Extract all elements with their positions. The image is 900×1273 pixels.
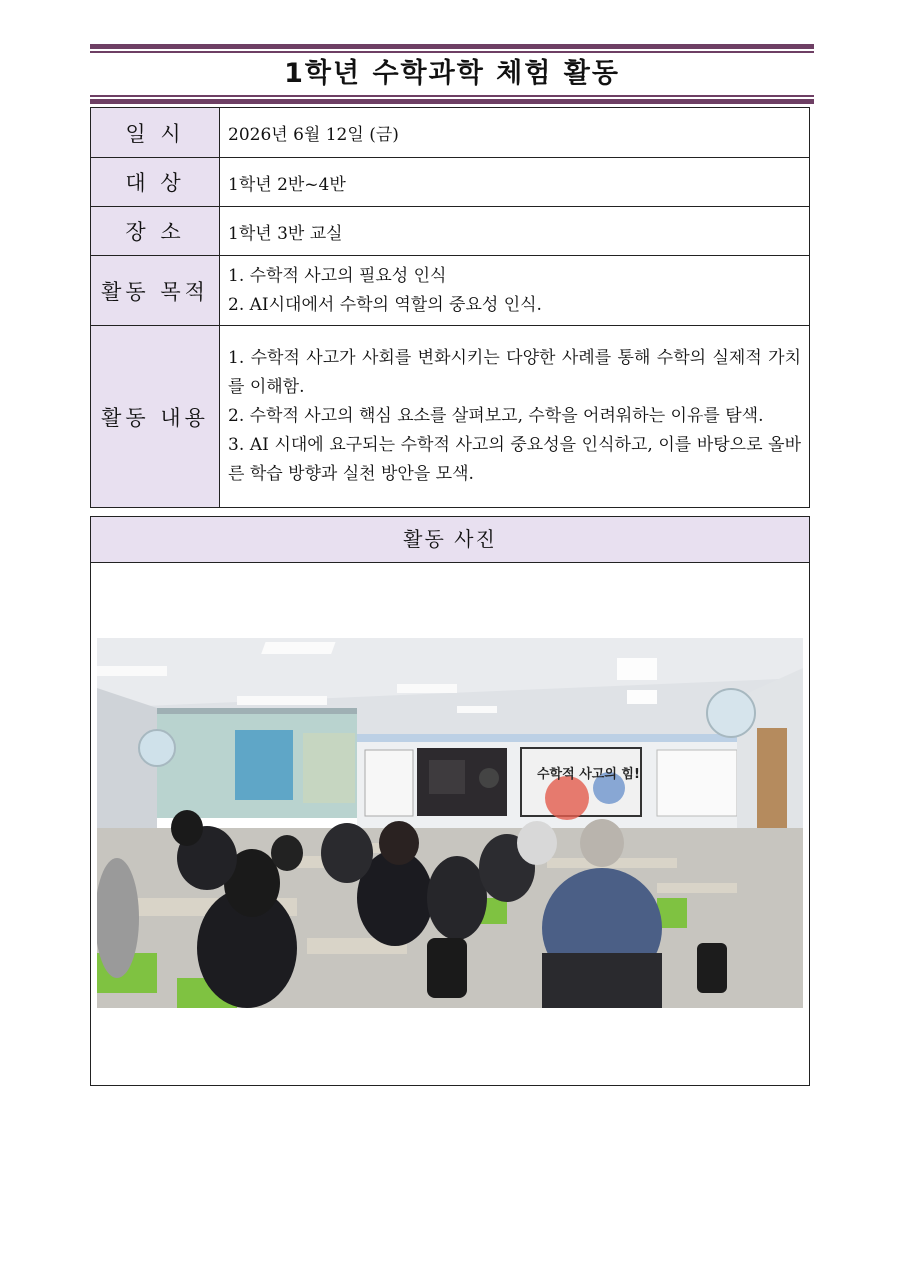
info-table	[90, 107, 810, 508]
purpose-line: 1. 수학적 사고의 필요성 인식	[228, 265, 447, 286]
label-purpose: 활동 목적	[91, 256, 220, 326]
title-rule-top	[90, 44, 814, 49]
photo-section-heading: 활동 사진	[91, 517, 809, 563]
content-line: 3. AI 시대에 요구되는 수학적 사고의 중요성을 인식하고, 이를 바탕으로 올바른 학습 방향과 실천 방안을 모색.	[228, 435, 801, 484]
value-purpose	[220, 256, 810, 326]
content-line: 2. 수학적 사고의 핵심 요소를 살펴보고, 수학을 어려워하는 이유를 탐색.	[228, 406, 764, 426]
label-place: 장 소	[91, 207, 220, 256]
row-date	[91, 108, 810, 158]
classroom-photo-illustration	[97, 638, 803, 1008]
content-line: 1. 수학적 사고가 사회를 변화시키는 다양한 사례를 통해 수학의 실제적 가치를 이해함.	[228, 348, 801, 397]
photo-section	[90, 516, 810, 1086]
label-date: 일 시	[91, 108, 220, 158]
purpose-line: 2. AI시대에서 수학의 역할의 중요성 인식.	[228, 294, 542, 315]
row-purpose	[91, 256, 810, 326]
row-target	[91, 158, 810, 207]
title-block	[90, 44, 814, 104]
value-target: 1학년 2반~4반	[220, 158, 810, 207]
slide-text: 수학적 사고의 힘!	[537, 767, 640, 782]
title-rule-bottom-thin	[90, 95, 814, 97]
row-place	[91, 207, 810, 256]
page-title: 1학년 수학과학 체험 활동	[284, 58, 620, 89]
title-rule-bottom	[90, 99, 814, 104]
label-content: 활동 내용	[91, 326, 220, 508]
row-content	[91, 326, 810, 508]
value-place: 1학년 3반 교실	[220, 207, 810, 256]
value-content	[220, 326, 810, 508]
label-target: 대 상	[91, 158, 220, 207]
activity-photo	[97, 638, 803, 1008]
value-date: 2026년 6월 12일 (금)	[220, 108, 810, 158]
